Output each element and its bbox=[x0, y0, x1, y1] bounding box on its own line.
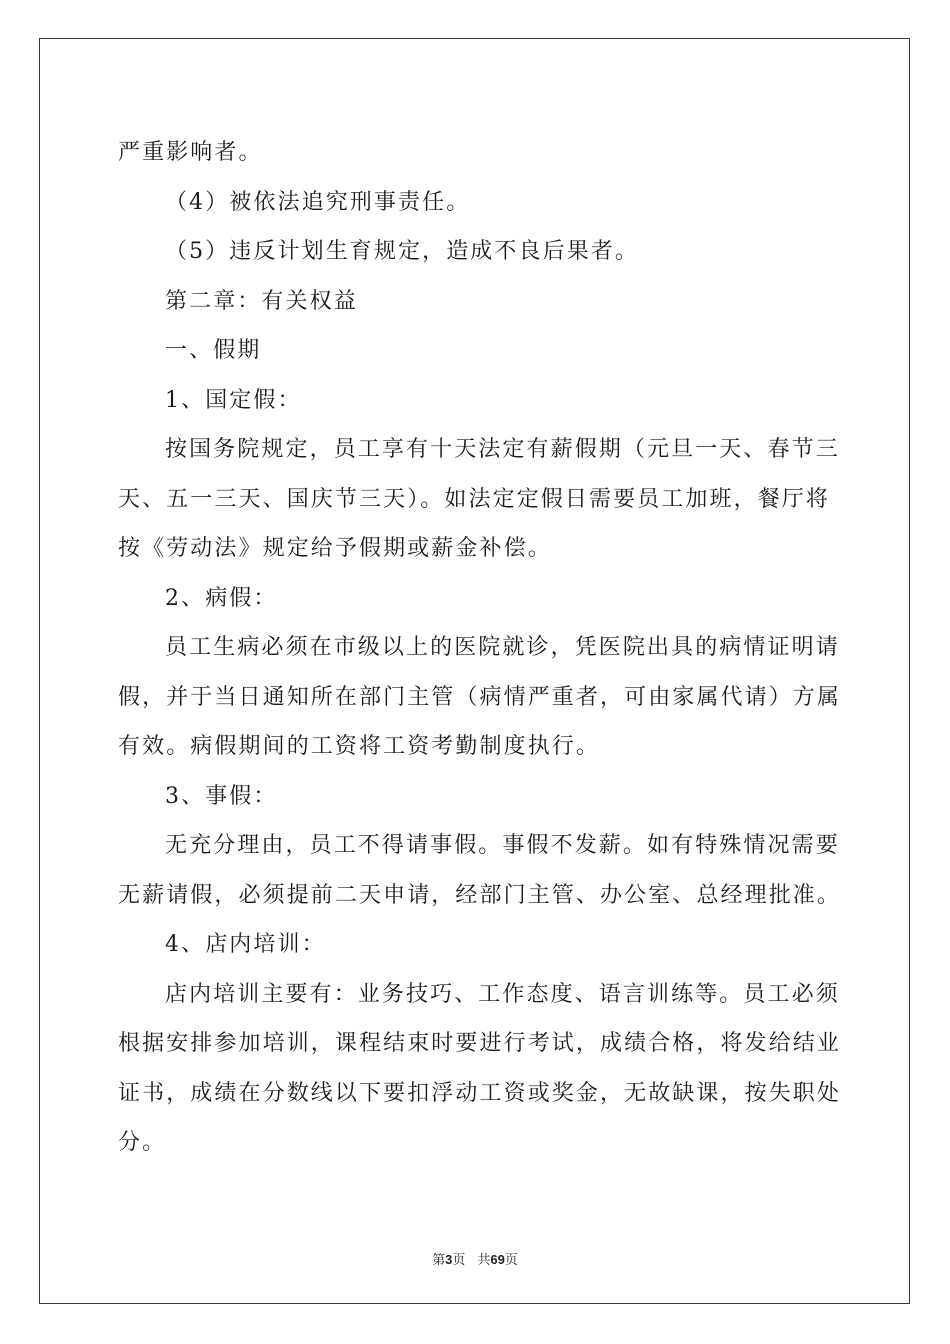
section-heading: 一、假期 bbox=[165, 338, 262, 363]
paragraph-line: 证书，成绩在分数线以下要扣浮动工资或奖金，无故缺课，按失职处 bbox=[118, 1080, 842, 1106]
text-line: 严重影响者。 bbox=[118, 140, 263, 165]
paragraph-line: 按国务院规定，员工享有十天法定有薪假期（元旦一天、春节三 bbox=[165, 437, 840, 462]
paragraph-line: 有效。病假期间的工资将工资考勤制度执行。 bbox=[118, 734, 601, 759]
total-suffix: 页 bbox=[504, 1253, 518, 1268]
subsection-heading: 3、事假： bbox=[165, 783, 278, 809]
total-pages: 69 bbox=[490, 1252, 505, 1267]
page-footer bbox=[0, 1249, 950, 1268]
document-body bbox=[118, 128, 842, 1168]
paragraph-line: 根据安排参加培训，课程结束时要进行考试，成绩合格，将发给结业 bbox=[118, 1031, 842, 1056]
paragraph-line: 店内培训主要有：业务技巧、工作态度、语言训练等。员工必须 bbox=[165, 981, 840, 1007]
page-number: 3 bbox=[445, 1252, 453, 1267]
paragraph-line: 无充分理由，员工不得请事假。事假不发薪。如有特殊情况需要 bbox=[165, 833, 840, 858]
paragraph-line: 假，并于当日通知所在部门主管（病情严重者，可由家属代请）方属 bbox=[118, 684, 842, 710]
page-suffix: 页 bbox=[452, 1253, 466, 1268]
list-item: （4）被依法追究刑事责任。 bbox=[165, 189, 471, 215]
subsection-heading: 2、病假： bbox=[165, 585, 278, 611]
list-item: （5）违反计划生育规定，造成不良后果者。 bbox=[165, 239, 639, 264]
paragraph-line: 无薪请假，必须提前二天申请，经部门主管、办公室、总经理批准。 bbox=[118, 882, 842, 908]
subsection-heading: 1、国定假： bbox=[165, 387, 302, 413]
paragraph-line: 天、五一三天、国庆节三天）。如法定定假日需要员工加班，餐厅将 bbox=[118, 486, 831, 512]
total-prefix: 共 bbox=[477, 1253, 491, 1268]
paragraph-line: 分。 bbox=[118, 1130, 167, 1155]
subsection-heading: 4、店内培训： bbox=[165, 932, 326, 957]
page-prefix: 第 bbox=[432, 1253, 446, 1268]
chapter-heading: 第二章：有关权益 bbox=[165, 288, 358, 314]
paragraph-line: 员工生病必须在市级以上的医院就诊，凭医院出具的病情证明请 bbox=[165, 635, 840, 660]
paragraph-line: 按《劳动法》规定给予假期或薪金补偿。 bbox=[118, 536, 552, 561]
